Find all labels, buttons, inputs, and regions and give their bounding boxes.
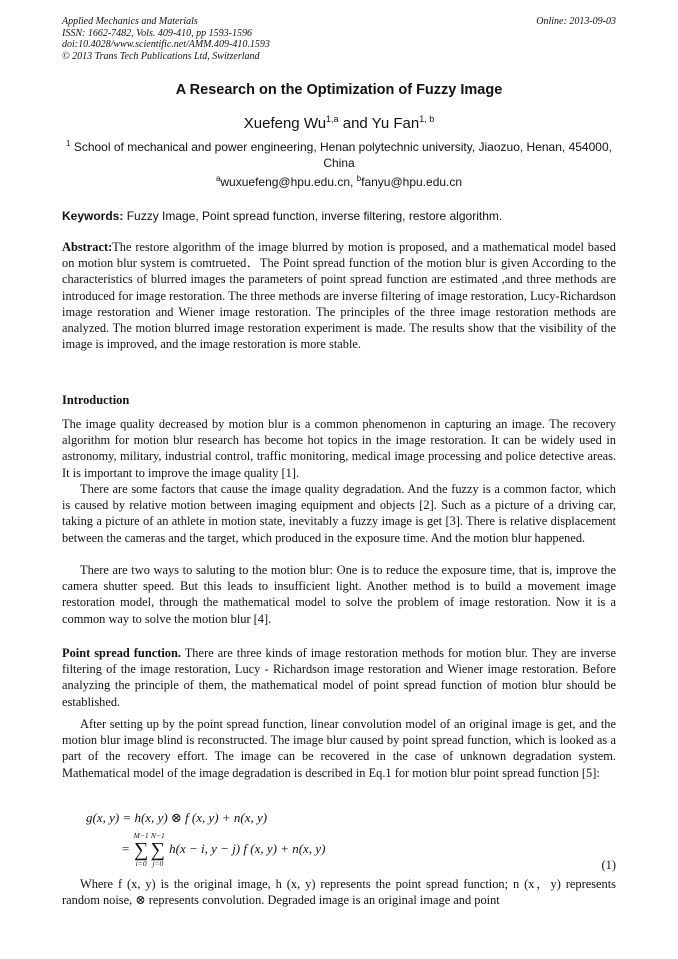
author-affil-mark: 1,a	[326, 114, 339, 124]
equation-number: (1)	[601, 858, 616, 872]
author-list	[62, 114, 616, 132]
paragraph: There are some factors that cause the image quality degradation. And the fuzzy is a common factor, which is caused by relative motion between imaging equipment and objects [2]. Such as a picture of a driving car, taking a picture of an athlete in motion state, inevitably a fuzzy image is get [3]. There is relative displacement between the cameras and the target, which produced in the exposure time. And the motion blur happened.	[62, 482, 616, 545]
equation-line-2	[122, 832, 325, 868]
keywords	[62, 209, 616, 223]
journal-header	[62, 16, 616, 62]
sum-lower-limit: i=0	[135, 859, 147, 868]
abstract	[62, 239, 616, 352]
issn-line: ISSN: 1662-7482, Vols. 409-410, pp 1593-1596	[62, 27, 252, 39]
summation-i	[134, 832, 149, 868]
doi-line: doi:10.4028/www.scientific.net/AMM.409-410.1593	[62, 39, 270, 50]
summation-j	[151, 832, 165, 868]
author-affil-mark: 1, b	[419, 114, 435, 124]
sigma-symbol: ∑	[133, 839, 149, 861]
sum-lower-limit: j=0	[152, 859, 164, 868]
abstract-label: Abstract:	[62, 240, 113, 254]
author-emails	[62, 174, 616, 189]
abstract-text: The restore algorithm of the image blurred by motion is proposed, and a mathematical model based on motion blur system is comtrueted．The Point spread function of the motion blur is given According to the characteristics of blurred images the parameters of point spread function are estimated ,and three methods are introduced for image restoration. The three methods are inverse filtering of image restoration, Lucy-Richardson image restoration and Wiener image restoration. The principles of the three image restoration methods are analyzed. The motion blurred image restoration experiment is made. The results show that the visibility of the image is improved, and the image restoration is more stable.	[62, 240, 616, 352]
affiliation	[62, 136, 616, 171]
keywords-text: Fuzzy Image, Point spread function, inverse filtering, restore algorithm.	[123, 209, 503, 223]
paragraph: The image quality decreased by motion blur is a common phenomenon in capturing an image. The recovery algorithm for motion blur research has become hot topics in the image restoration. It can be widely used in astronomy, military, industrial control, traffic monitoring, medical image processing and police detective areas. It is important to improve the image quality [1].	[62, 417, 616, 480]
affiliation-text: School of mechanical and power engineering, Henan polytechnic university, Jiaozuo, Henan, 454000, China	[73, 140, 612, 170]
equation-term: h(x − i, y − j) f (x, y) + n(x, y)	[169, 840, 326, 856]
email-link[interactable]: wuxuefeng@hpu.edu.cn,	[220, 175, 357, 189]
section-heading-introduction: Introduction	[62, 393, 130, 407]
paragraph: Where f (x, y) is the original image, h (x, y) represents the point spread function; n (x，y) represents random noise, ⊗ represents convolution. Degraded image is an original image and point	[62, 877, 616, 908]
paragraph-text: There are three kinds of image restoration methods for motion blur. They are inverse filtering of the image restoration, Lucy - Richardson image restoration and Wiener image restoration. Before analyzing the principle of them, the mathematical model of point spread function of motion blur should be established.	[62, 646, 616, 709]
section-heading-psf: Point spread function.	[62, 646, 181, 660]
keywords-label: Keywords:	[62, 209, 124, 223]
paragraph: After setting up by the point spread function, linear convolution model of an original image is get, and the motion blur image blind is reconstructed. The image blur caused by point spread function, which is looked as a part of the recovery effort. The image can be recovered in the case of unknown degradation system. Mathematical model of the image degradation is described in Eq.1 for motion blur point spread function [5]:	[62, 717, 616, 780]
paragraph: There are two ways to saluting to the motion blur: One is to reduce the exposure time, that is, improve the camera shutter speed. But this leads to insufficient light. Another method is to build a movement image restoration model, through the mathematical model to solve the problem of image restoration. Now it is a common way to solve the motion blur [4].	[62, 563, 616, 626]
online-date: Online: 2013-09-03	[536, 16, 616, 27]
email-link[interactable]: fanyu@hpu.edu.cn	[361, 175, 463, 189]
sum-upper-limit: M−1	[133, 831, 149, 840]
email-mark: a	[215, 174, 221, 183]
paragraph-psf	[62, 645, 616, 710]
author-separator: and	[338, 115, 372, 132]
author-name: Yu Fan	[371, 115, 420, 132]
affiliation-mark: 1	[66, 139, 71, 148]
equation-line-1: g(x, y) = h(x, y) ⊗ f (x, y) + n(x, y)	[86, 810, 268, 825]
paper-title: A Research on the Optimization of Fuzzy Image	[175, 82, 503, 98]
sigma-symbol: ∑	[150, 839, 165, 861]
author-name: Xuefeng Wu	[243, 115, 327, 132]
copyright-line: © 2013 Trans Tech Publications Ltd, Switzerland	[62, 50, 260, 62]
journal-name: Applied Mechanics and Materials	[62, 16, 198, 27]
email-mark: b	[356, 174, 362, 183]
sum-upper-limit: N−1	[150, 831, 165, 840]
equation-equals: =	[122, 840, 130, 856]
